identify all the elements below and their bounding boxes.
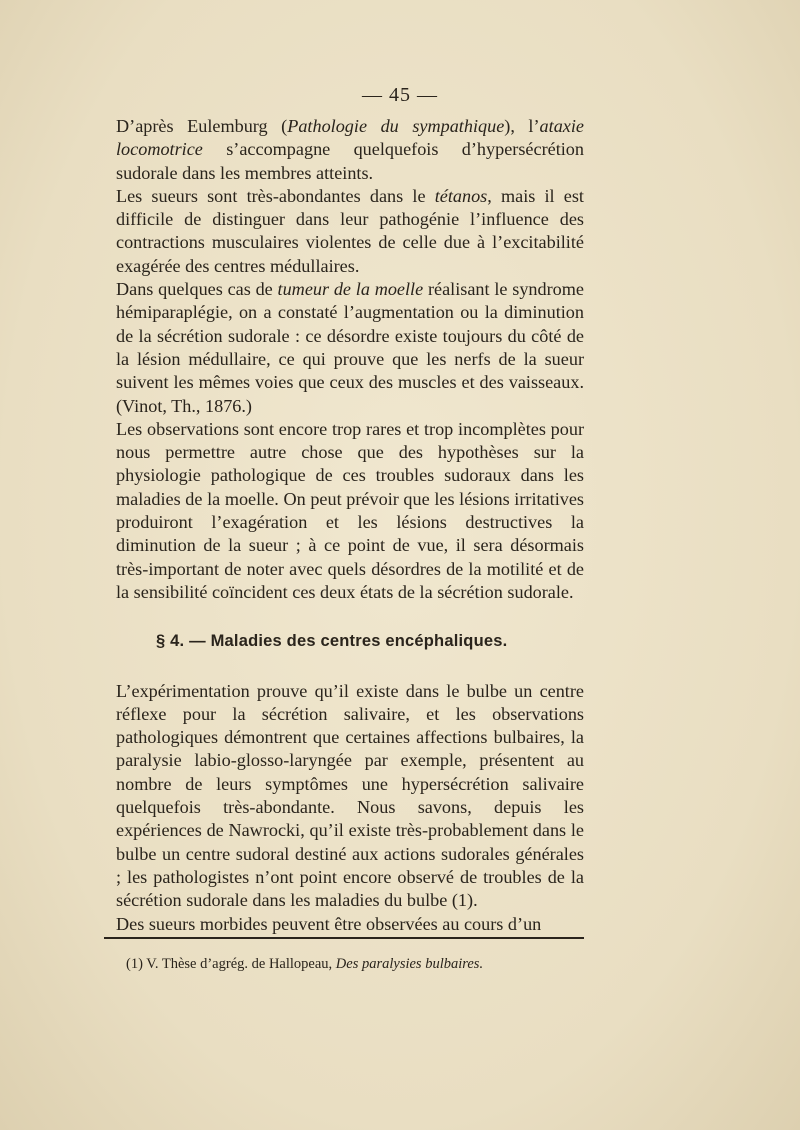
footnote: (1) V. Thèse d’agrég. de Hallopeau, Des paralysies bulbaires. — [126, 956, 484, 972]
paragraph-eulemburg: D’après Eulemburg (Pathologie du sympathique), l’ataxie locomotrice s’accompagne quelquefois d’hypersécrétion sudorale dans les membres atteints. — [116, 116, 584, 183]
section-heading: § 4. — Maladies des centres encéphaliques. — [156, 632, 508, 651]
paragraph-observations: Les observations sont encore trop rares et trop incomplètes pour nous permettre autre chose que des hypothèses sur la physiologie pathologique de ces troubles sudoraux dans les maladies de la moelle. On peut prévoir que les lésions irritatives produiront l’exagération et les lésions destructives la diminution de la sueur ; à ce point de vue, il sera désormais très-important de noter avec quels désordres de la motilité et de la sensibilité coïncident ces deux états de la sécrétion sudorale. — [116, 418, 584, 602]
italic-term: ataxie locomotrice — [116, 116, 584, 160]
italic-title: Des paralysies bulbaires. — [335, 956, 484, 972]
italic-title: Pathologie du sympathique — [287, 116, 505, 136]
italic-term: tétanos — [434, 185, 488, 206]
paragraph-tetanos: Les sueurs sont très-abondantes dans le tétanos, mais il est difficile de distinguer dans leur pathogénie l’influence des contractions musculaires violentes de celle due à l’excitabilité exagérée des centres médullaires. — [116, 185, 584, 276]
paragraph-experimentation: L’expérimentation prouve qu’il existe dans le bulbe un centre réflexe pour la sécrétion salivaire, et les observations pathologiques démontrent que certaines affections bulbaires, la paralysie labio-glosso-laryngée par exemple, présentent au nombre de leurs symptômes une hypersécrétion salivaire quelquefois très-abondante. Nous savons, depuis les expériences de Nawrocki, qu’il existe très-probablement dans le bulbe un centre sudoral destiné aux actions sudorales générales ; les pathologistes n’ont point encore observé de troubles de la sécrétion sudorale dans les maladies du bulbe (1). — [116, 680, 584, 911]
paragraph-moelle: Dans quelques cas de tumeur de la moelle réalisant le syndrome hémiparaplégie, on a constaté l’augmentation ou la diminution de la sécrétion sudorale : ce désordre existe toujours du côté de la lésion médullaire, ce qui prouve que les nerfs de la sueur suivent les mêmes voies que ceux des muscles et des vaisseaux. (Vinot, Th., 1876.) — [116, 279, 584, 416]
paragraph-sueurs: Des sueurs morbides peuvent être observées au cours d’un — [116, 913, 542, 934]
page-number: — 45 — — [362, 84, 438, 106]
footnote-divider — [104, 937, 584, 939]
body-text — [116, 115, 584, 936]
italic-term: tumeur de la moelle — [277, 279, 424, 300]
